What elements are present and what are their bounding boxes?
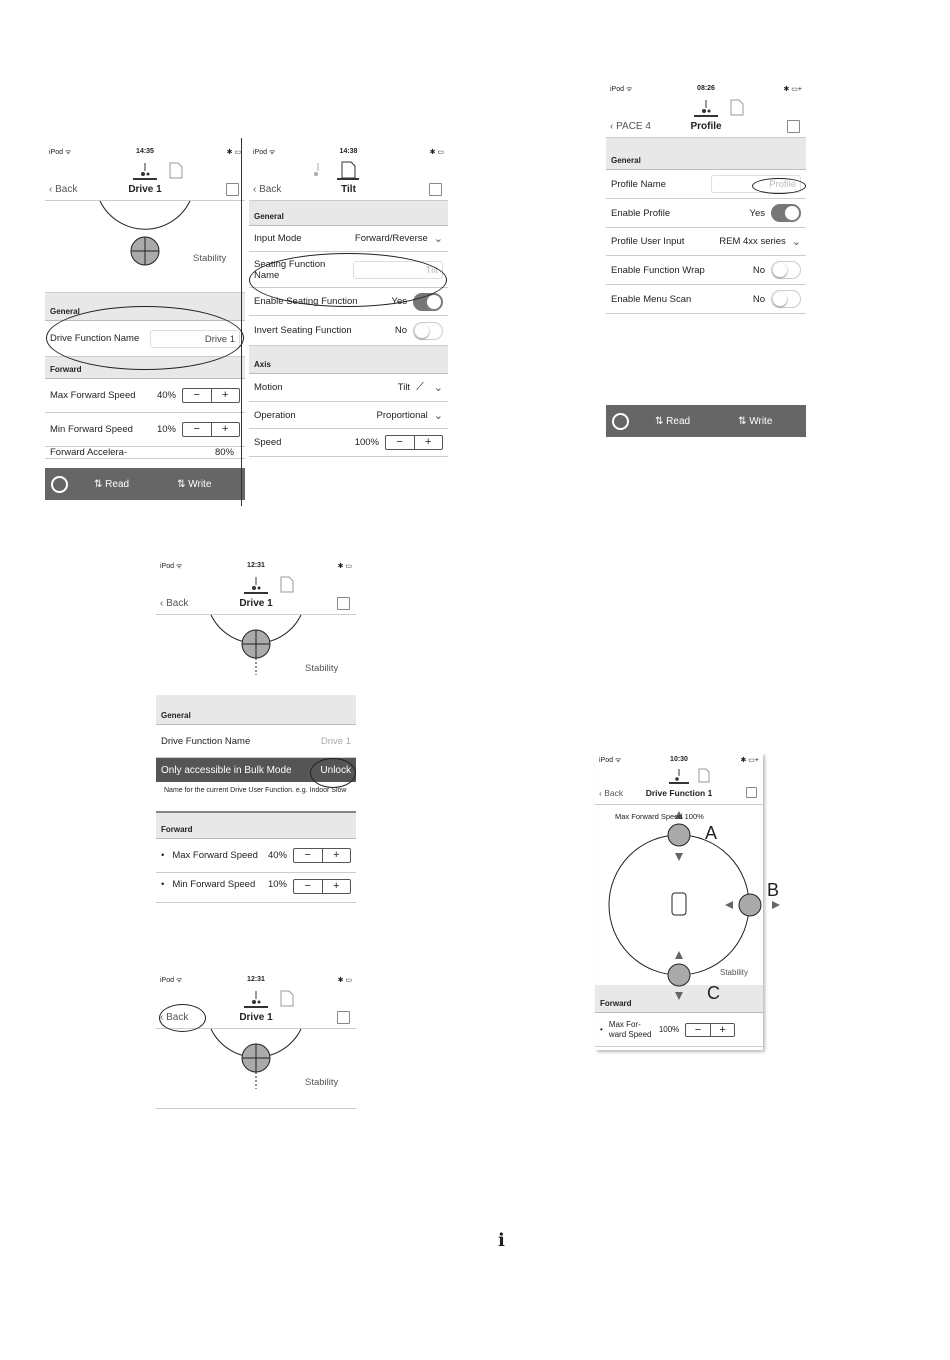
list-icon[interactable] bbox=[429, 183, 442, 196]
bottom-toolbar bbox=[606, 405, 806, 437]
connection-icon[interactable] bbox=[612, 413, 629, 430]
tab-icons[interactable] bbox=[606, 96, 806, 118]
screen-drive-function1: iPod ᯤ 10:30 ✱ ▭+ ‹ Back Drive Function 1 Max Forward Speed 100% A B C Stability Forward • Max For- ward Speed 100% − + bbox=[595, 753, 763, 1050]
speed-stepper[interactable]: − + bbox=[182, 422, 240, 437]
stability-circle bbox=[156, 1029, 356, 1109]
label-c: C bbox=[707, 983, 720, 1003]
chevron-down-icon[interactable]: ⌄ bbox=[791, 236, 801, 248]
list-icon[interactable] bbox=[226, 183, 239, 196]
divider bbox=[241, 138, 242, 506]
wheelchair-and-document-icons[interactable] bbox=[606, 96, 806, 118]
stability-diagram[interactable]: Stability bbox=[45, 201, 245, 293]
write-button[interactable]: ⇅ Write bbox=[177, 478, 212, 490]
speed-stepper[interactable]: − + bbox=[293, 879, 351, 894]
bottom-toolbar bbox=[45, 468, 245, 500]
tilt-icon: ⟋ bbox=[416, 381, 424, 393]
drive-function-name-row[interactable]: Drive Function Name Drive 1 bbox=[45, 321, 245, 357]
status-bar: iPod ᯤ 10:30 ✱ ▭+ bbox=[599, 756, 759, 764]
wheelchair-and-document-icons[interactable] bbox=[45, 159, 245, 181]
max-forward-speed-row: Max Forward Speed 40% − + bbox=[45, 379, 245, 413]
status-bar: iPod ᯤ 14:38 ✱ ▭ bbox=[253, 148, 444, 156]
max-forward-speed-row: • Max Forward Speed 40% − + bbox=[156, 839, 356, 873]
page-title: Drive 1 bbox=[239, 1012, 273, 1023]
label-a: A bbox=[705, 823, 718, 843]
wheelchair-and-document-icons[interactable] bbox=[249, 159, 448, 181]
back-button[interactable]: ‹ Back bbox=[160, 1012, 189, 1023]
enable-seating-function-row: Enable Seating Function Yes bbox=[249, 288, 448, 316]
page-title: Drive Function 1 bbox=[645, 788, 713, 798]
speed-row: Speed 100% − + bbox=[249, 429, 448, 457]
read-button[interactable]: ⇅ Read bbox=[94, 478, 130, 490]
invert-seating-function-row: Invert Seating Function No bbox=[249, 316, 448, 346]
annotation-ellipse bbox=[310, 758, 356, 788]
screen-tilt: iPod ᯤ 14:38 ✱ ▭ ‹ Back Tilt General Input Mode Forward/Reverse ⌄ Seating Function Name Tilt Enable Seating Function Yes Invert Seating Function No Axis Motion Tilt ⟋ ⌄ Operation Proportional ⌄ Speed 100% − + bbox=[249, 145, 448, 475]
profile-name-row[interactable]: Profile Name Profile bbox=[606, 170, 806, 199]
info-icon: ℹ bbox=[498, 1230, 505, 1251]
enable-profile-toggle[interactable] bbox=[771, 204, 801, 222]
forward-acceleration-row: Forward Accelera- 80% bbox=[45, 447, 245, 459]
stability-diagram[interactable]: Stability bbox=[156, 615, 356, 695]
tab-icons[interactable] bbox=[249, 159, 448, 181]
back-button[interactable]: ‹ Back bbox=[160, 598, 189, 609]
chevron-down-icon[interactable]: ⌄ bbox=[433, 409, 443, 422]
function-wrap-toggle[interactable] bbox=[771, 261, 801, 279]
nav-bar bbox=[156, 595, 356, 615]
stability-circle-full bbox=[595, 805, 763, 985]
stability-circle bbox=[156, 615, 356, 695]
profile-user-input-row[interactable]: Profile User Input REM 4xx series ⌄ bbox=[606, 228, 806, 256]
help-text: Name for the current Drive User Function. e.g. Indoor Slow bbox=[156, 782, 356, 813]
annotation-ellipse bbox=[752, 178, 806, 194]
enable-function-wrap-row: Enable Function Wrap No bbox=[606, 256, 806, 285]
page-title: Tilt bbox=[341, 184, 356, 195]
operation-row[interactable]: Operation Proportional ⌄ bbox=[249, 402, 448, 429]
speed-stepper[interactable]: − + bbox=[293, 848, 351, 863]
nav-bar bbox=[45, 181, 245, 201]
screen-drive1-bulk: iPod ᯤ 12:31 ✱ ▭ ‹ Back Drive 1 Stability General Drive Function Name Drive 1 Only accessible in Bulk Mode Unlock Name for the current Drive User Function. e.g. Indoor Slow Forward • Max Forward Speed 40% − + • Min Forward Speed 10% − + bbox=[156, 559, 356, 915]
page-title: Profile bbox=[690, 121, 722, 132]
chevron-down-icon[interactable]: ⌄ bbox=[433, 233, 443, 245]
enable-menu-scan-row: Enable Menu Scan No bbox=[606, 285, 806, 314]
enable-profile-row: Enable Profile Yes bbox=[606, 199, 806, 228]
annotation-ellipse bbox=[46, 306, 244, 370]
list-icon[interactable] bbox=[746, 787, 757, 798]
status-bar: iPod ᯤ 14:35 ✱ ▭ bbox=[49, 148, 241, 156]
speed-stepper[interactable]: − + bbox=[182, 388, 240, 403]
bulk-mode-banner: Only accessible in Bulk Mode Unlock bbox=[156, 758, 356, 782]
invert-toggle[interactable] bbox=[413, 322, 443, 340]
write-button[interactable]: ⇅ Write bbox=[738, 415, 773, 427]
page-title: Drive 1 bbox=[239, 598, 273, 609]
screen-drive1-back bbox=[156, 973, 356, 1109]
motion-row[interactable]: Motion Tilt ⟋ ⌄ bbox=[249, 374, 448, 402]
label-b: B bbox=[767, 880, 780, 900]
drive-function-name-input[interactable]: Drive 1 bbox=[150, 330, 240, 348]
back-button[interactable]: ‹ PACE 4 bbox=[610, 121, 651, 132]
back-button[interactable]: ‹ Back bbox=[599, 788, 624, 798]
tab-icons[interactable] bbox=[595, 767, 763, 785]
nav-bar bbox=[606, 118, 806, 138]
read-button[interactable]: ⇅ Read bbox=[655, 415, 691, 427]
stability-diagram[interactable]: Max Forward Speed 100% A B C Stability bbox=[595, 805, 763, 985]
profile-name-input[interactable]: Profile bbox=[711, 175, 801, 193]
back-button[interactable]: ‹ Back bbox=[253, 184, 282, 195]
stability-diagram[interactable]: Stability bbox=[156, 1029, 356, 1109]
unlock-button[interactable]: Unlock bbox=[320, 764, 351, 776]
page-title: Drive 1 bbox=[128, 184, 162, 195]
tab-icons[interactable] bbox=[156, 573, 356, 595]
back-button[interactable]: ‹ Back bbox=[49, 184, 78, 195]
seating-function-name-input[interactable]: Tilt bbox=[353, 261, 443, 279]
speed-stepper[interactable]: − + bbox=[685, 1023, 735, 1037]
stability-circle bbox=[45, 201, 245, 291]
list-icon[interactable] bbox=[337, 1011, 350, 1024]
status-bar: iPod ᯤ 12:31 ✱ ▭ bbox=[160, 976, 352, 984]
status-bar: iPod ᯤ 08:26 ✱ ▭+ bbox=[610, 85, 802, 93]
tab-icons[interactable] bbox=[45, 159, 245, 181]
drive-function-name-row: Drive Function Name Drive 1 bbox=[156, 725, 356, 758]
list-icon[interactable] bbox=[787, 120, 800, 133]
min-forward-speed-row: Min Forward Speed 10% − + bbox=[45, 413, 245, 447]
min-forward-speed-row: • Min Forward Speed 10% − + bbox=[156, 873, 356, 903]
speed-stepper[interactable]: − + bbox=[385, 435, 443, 450]
nav-bar bbox=[595, 785, 763, 805]
wheelchair-and-document-icons[interactable] bbox=[595, 767, 763, 785]
status-bar: iPod ᯤ 12:31 ✱ ▭ bbox=[160, 562, 352, 570]
max-forward-speed-row: • Max For- ward Speed 100% − + bbox=[595, 1013, 763, 1047]
input-mode-row[interactable]: Input Mode Forward/Reverse ⌄ bbox=[249, 226, 448, 252]
annotation-ellipse bbox=[249, 253, 447, 307]
screen-profile: iPod ᯤ 08:26 ✱ ▭+ ‹ PACE 4 Profile General Profile Name Profile Enable Profile Yes Profile User Input REM 4xx series ⌄ Enable Function Wrap No Enable Menu Scan No bbox=[606, 82, 806, 318]
chevron-down-icon[interactable]: ⌄ bbox=[433, 382, 443, 394]
nav-bar bbox=[249, 181, 448, 201]
annotation-ellipse bbox=[159, 1004, 206, 1032]
wheelchair-and-document-icons[interactable] bbox=[156, 573, 356, 595]
connection-icon[interactable] bbox=[51, 476, 68, 493]
menu-scan-toggle[interactable] bbox=[771, 290, 801, 308]
list-icon[interactable] bbox=[337, 597, 350, 610]
seating-function-name-row[interactable]: Seating Function Name Tilt bbox=[249, 252, 448, 288]
screen-drive1: iPod ᯤ 14:35 ✱ ▭ ‹ Back Drive 1 Stability General Drive Function Name Drive 1 Forward Max Forward Speed 40% − + Min Forward Speed 10% − + Forward Accelera- 80% ⇅ Read ⇅ Write bbox=[45, 145, 245, 500]
